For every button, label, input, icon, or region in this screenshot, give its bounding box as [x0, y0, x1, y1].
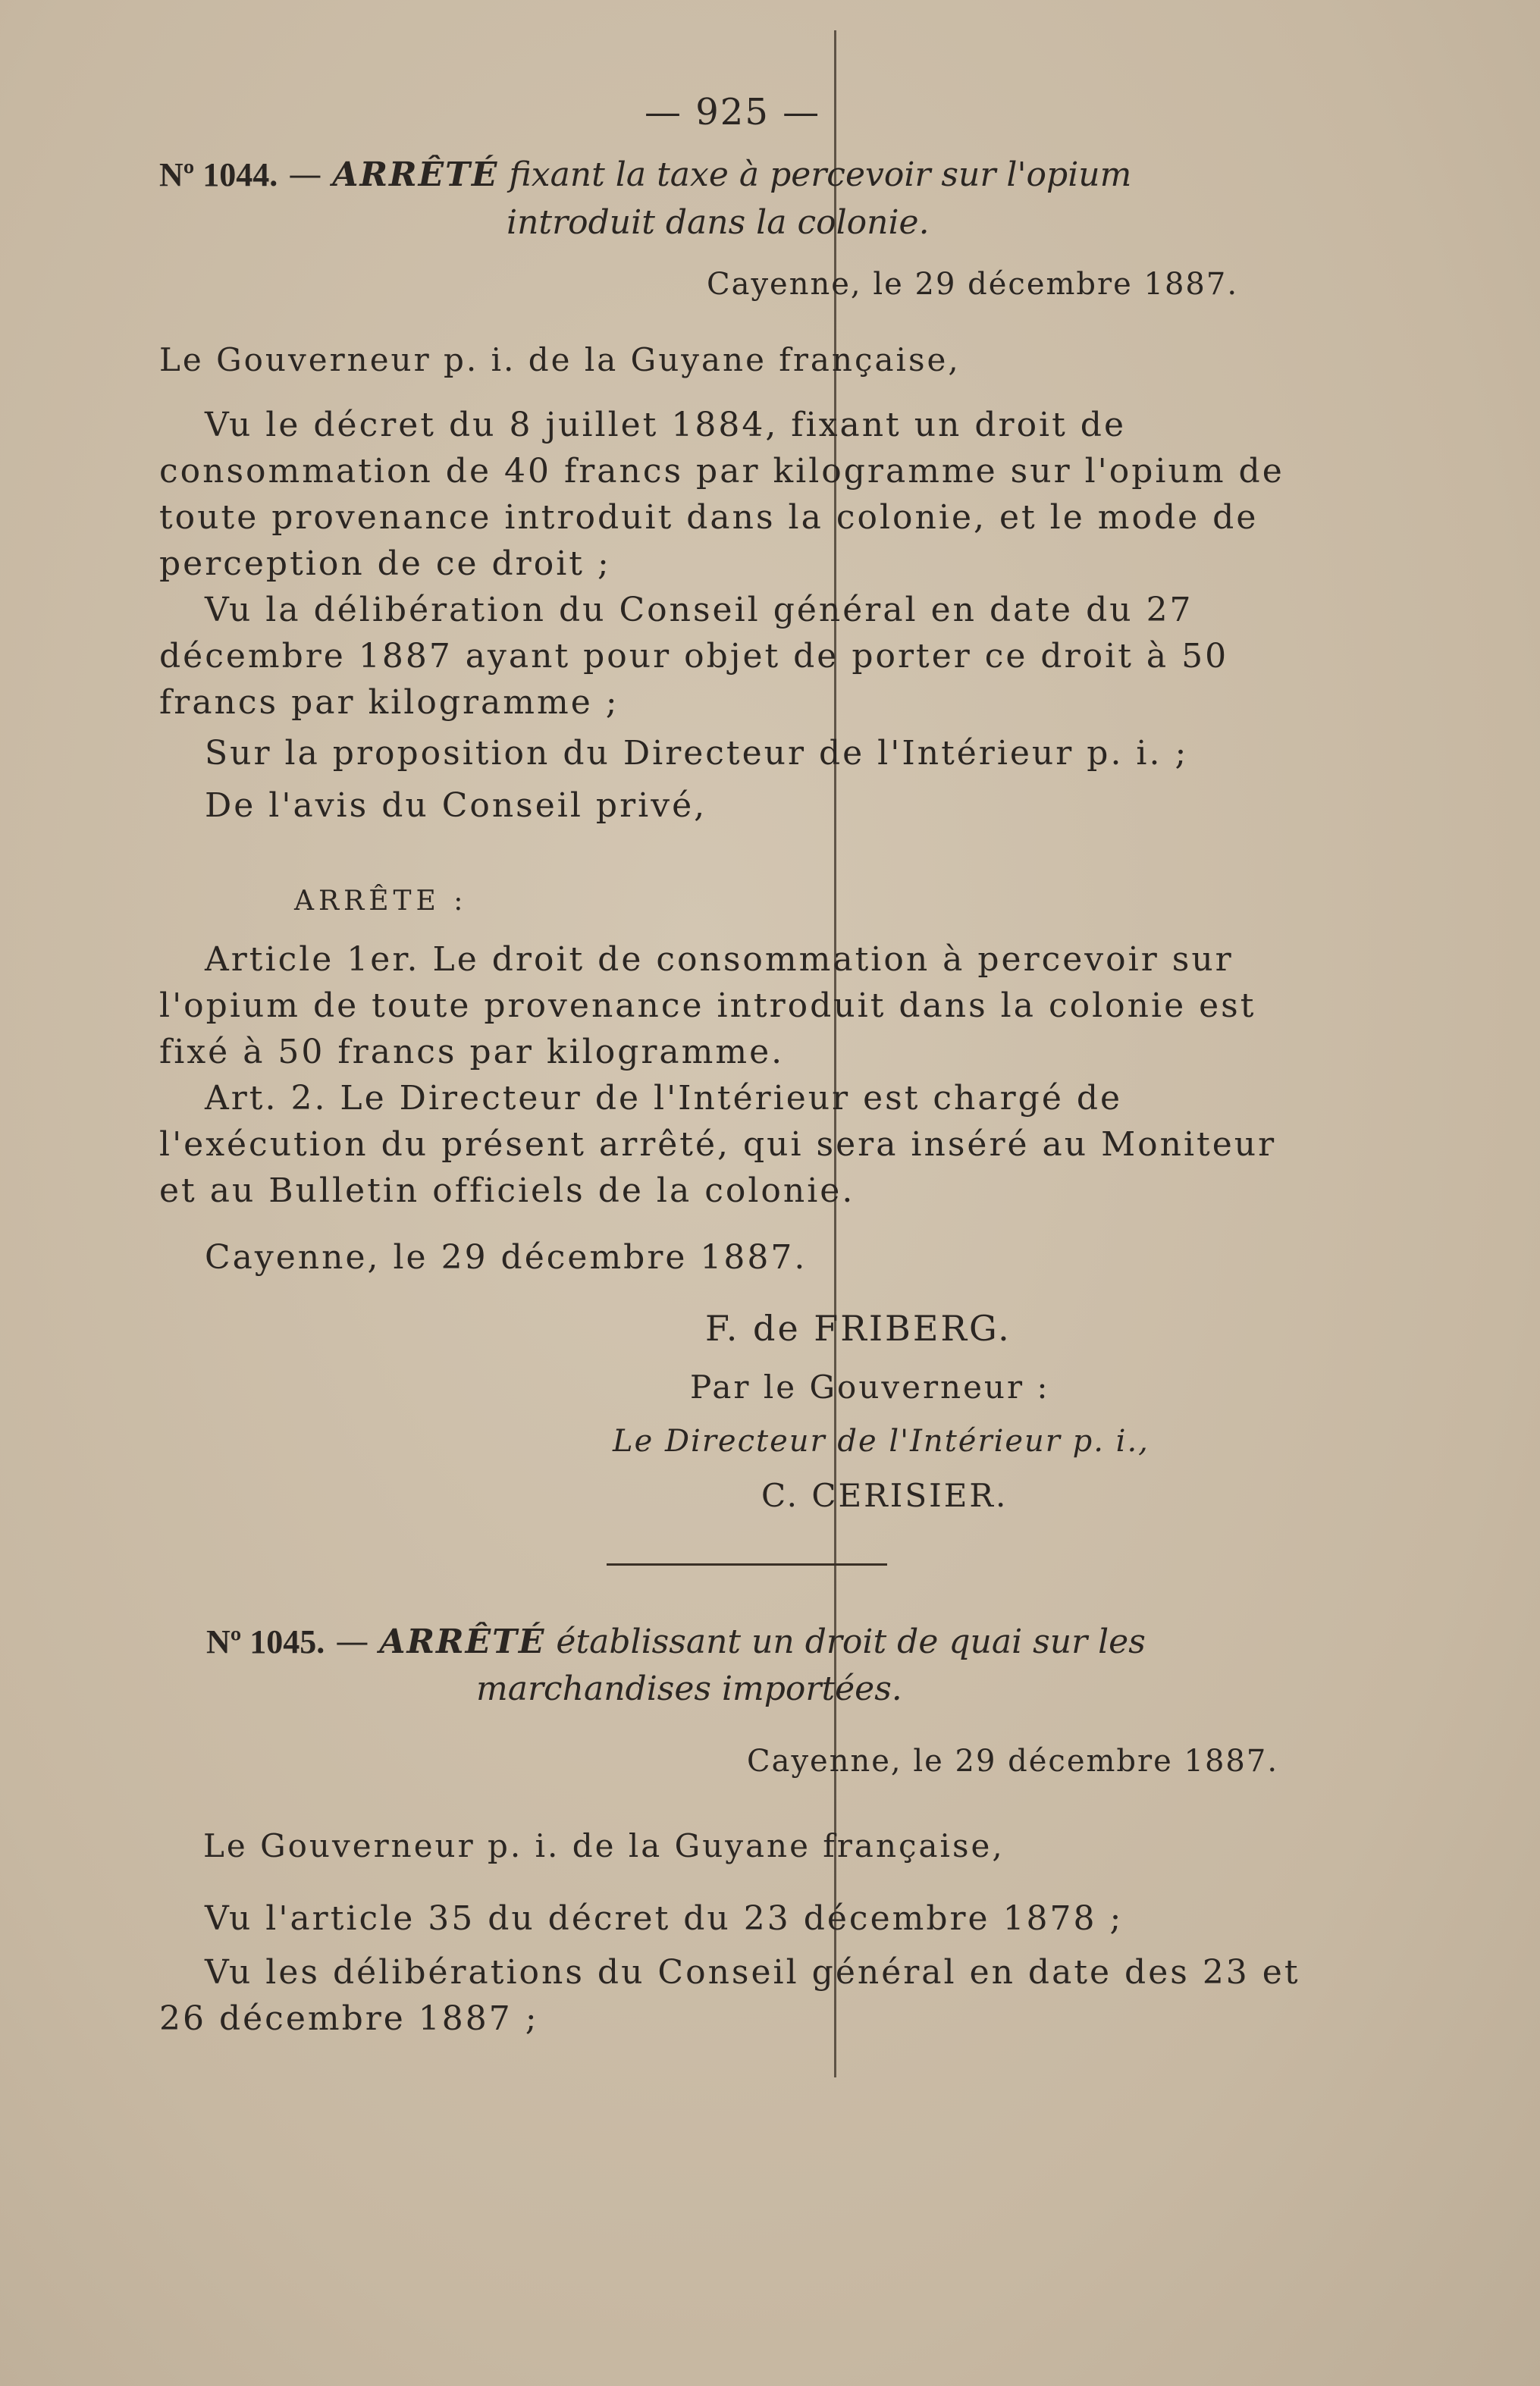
act-1045-dateline: Cayenne, le 29 décembre 1887. — [747, 1744, 1279, 1779]
article-1: Article 1er. Le droit de consommation à percevoir sur l'opium de toute provenance introduit dans la colonie est fixé à 50 francs par kilogramme. — [159, 940, 1256, 1071]
consideration-opinion: De l'avis du Conseil privé, — [205, 786, 707, 825]
consideration-decree: Vu le décret du 8 juillet 1884, fixant un droit de consommation de 40 francs par kilogramme sur l'opium de toute provenance introduit dans la colonie, et le mode de perception de ce droit ; — [159, 406, 1284, 583]
act-1044-governor: Le Gouverneur p. i. de la Guyane française, — [159, 341, 961, 378]
act-1044-dateline: Cayenne, le 29 décembre 1887. — [707, 267, 1239, 302]
title-dash: — — [288, 155, 322, 194]
act-keyword: ARRÊTÉ — [379, 1623, 546, 1661]
act-1044-title — [159, 155, 1131, 194]
act-number: Nº 1044. — [159, 156, 278, 193]
act-1045-title — [206, 1623, 1146, 1661]
act-1044-closing-date: Cayenne, le 29 décembre 1887. — [205, 1238, 808, 1277]
consideration-council: Vu la délibération du Conseil général en date du 27 décembre 1887 ayant pour objet de porter ce droit à 50 francs par kilogramme ; — [159, 591, 1229, 722]
separator-rule — [607, 1563, 887, 1566]
act-1044-title-line2: introduit dans la colonie. — [507, 203, 930, 242]
consideration-article: Vu l'article 35 du décret du 23 décembre 1878 ; — [205, 1899, 1124, 1938]
act-title-line1: établissant un droit de quai sur les — [556, 1623, 1146, 1661]
act-1045-governor: Le Gouverneur p. i. de la Guyane française, — [203, 1827, 1005, 1864]
act-title-line1: fixant la taxe à percevoir sur l'opium — [509, 155, 1132, 194]
by-governor: Par le Gouverneur : — [690, 1369, 1050, 1406]
signature-friberg: F. de FRIBERG. — [705, 1308, 1012, 1349]
consideration-proposal: Sur la proposition du Directeur de l'Intérieur p. i. ; — [205, 734, 1189, 773]
title-dash: — — [335, 1623, 369, 1661]
act-1044-considerations — [159, 402, 1319, 829]
article-2: Art. 2. Le Directeur de l'Intérieur est chargé de l'exécution du présent arrêté, qui sera inséré au Moniteur et au Bulletin officiels de la colonie. — [159, 1079, 1277, 1210]
act-1045-considerations — [159, 1895, 1319, 2042]
act-1045-title-line2: marchandises importées. — [476, 1670, 902, 1708]
consideration-deliberations: Vu les délibérations du Conseil général en date des 23 et 26 décembre 1887 ; — [159, 1953, 1300, 2038]
act-1044-articles — [159, 936, 1319, 1214]
act-keyword: ARRÊTÉ — [332, 155, 499, 194]
arrete-label: ARRÊTE : — [294, 886, 468, 917]
director-name: C. CERISIER. — [761, 1477, 1008, 1514]
act-number: Nº 1045. — [206, 1623, 325, 1660]
director-title: Le Directeur de l'Intérieur p. i., — [613, 1424, 1150, 1459]
page-number: — 925 — — [645, 91, 821, 133]
